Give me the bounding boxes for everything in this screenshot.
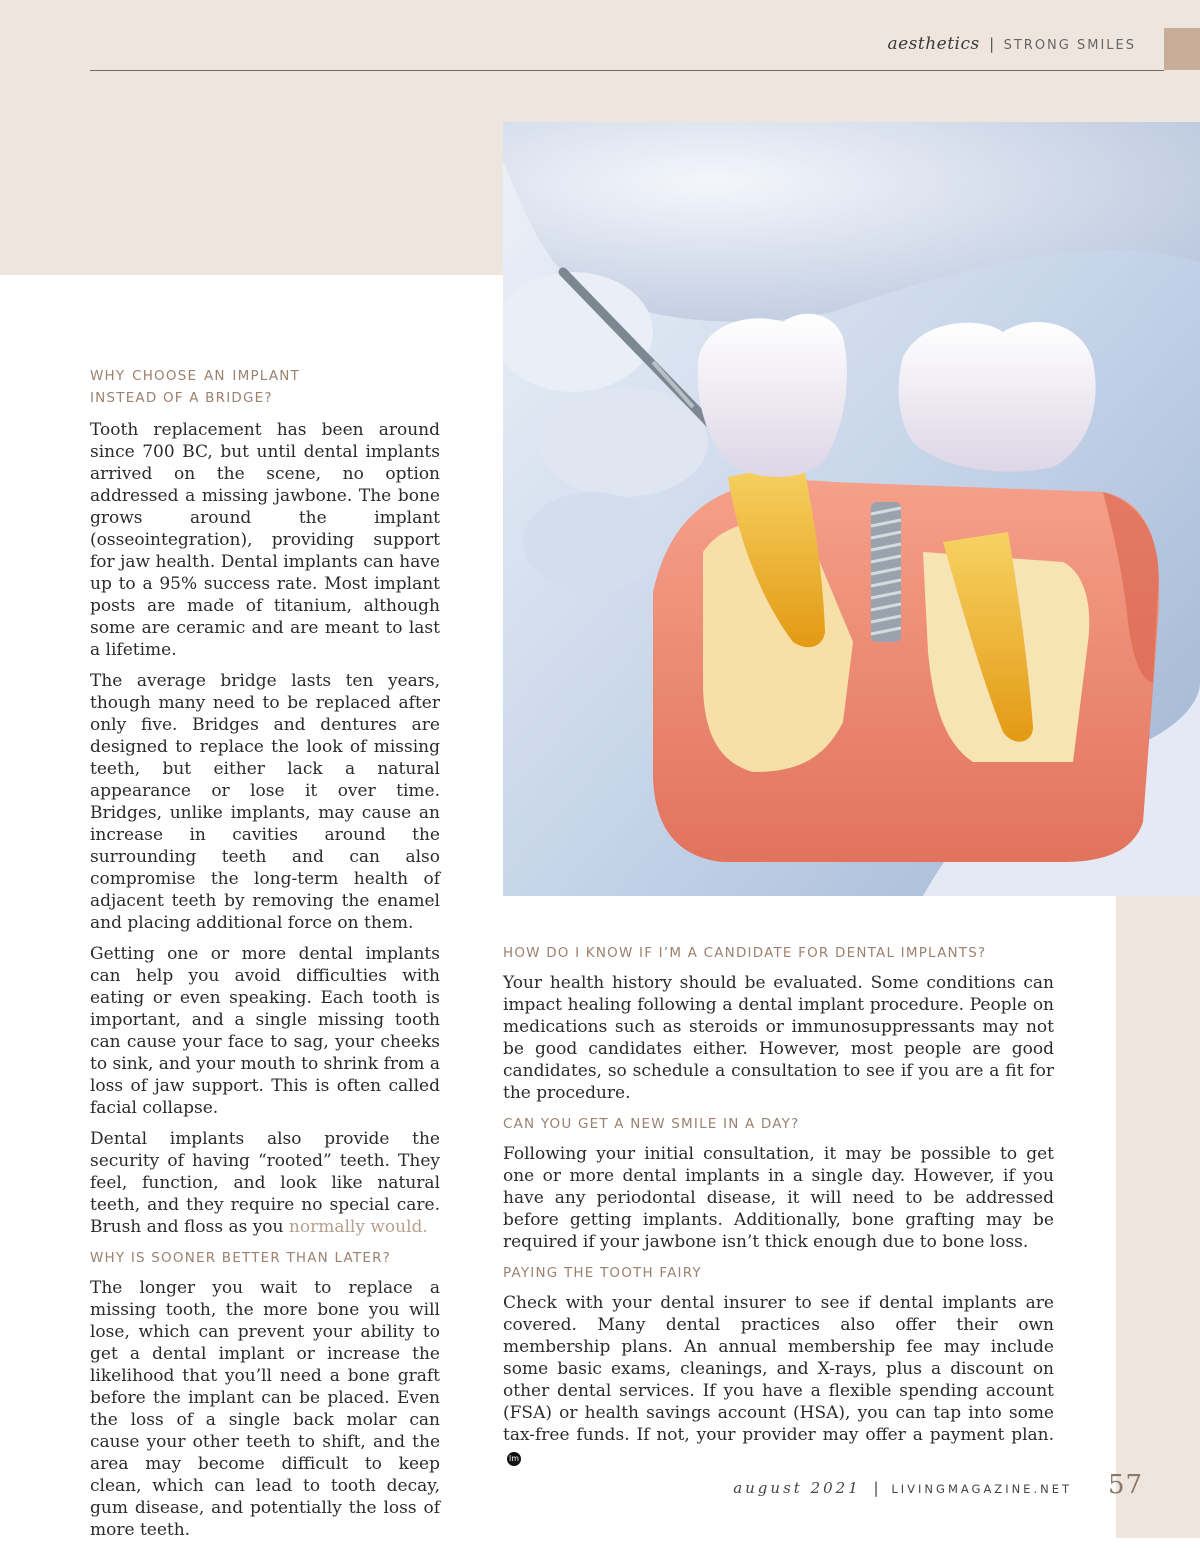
paragraph: The longer you wait to replace a missing tooth, the more bone you will lose, which can prevent your ability to get a dental implant or increase the likelihood that you’ll need a bone graft before the implant can be placed. Even the loss of a single back molar can cause your other teeth to shift, and the area may become difficult to keep clean, which can lead to tooth decay, gum disease, and potentially the loss of more teeth. <box>90 1278 440 1540</box>
dental-implant-photo <box>503 122 1200 896</box>
paragraph: Getting one or more dental implants can help you avoid difficulties with eating or even speaking. Each tooth is important, and a single missing tooth can cause your face to sag, your cheeks to sink, and your mouth to shrink from a loss of jaw support. This is often called facial collapse. <box>90 944 440 1118</box>
paragraph <box>90 1128 440 1238</box>
paragraph-text: Dental implants also provide the security of having “rooted” teeth. They feel, function, and look like natural teeth, and they require no special care. Brush and floss as you <box>90 1129 440 1237</box>
section-header <box>887 34 1136 54</box>
section-heading-candidate: HOW DO I KNOW IF I’M A CANDIDATE FOR DENTAL IMPLANTS? <box>503 945 987 961</box>
end-mark-icon: lm <box>507 1452 521 1466</box>
paragraph: The average bridge lasts ten years, though many need to be replaced after only five. Bridges and dentures are designed to replace the look of missing teeth, but either lack a natural appearance or lose it over time. Bridges, unlike implants, may cause an increase in cavities around the surrounding teeth and can also compromise the long-term health of adjacent teeth by removing the enamel and placing additional force on them. <box>90 671 440 933</box>
header-rule <box>90 70 1164 71</box>
subsection-name: STRONG SMILES <box>1003 38 1136 53</box>
paragraph-text: Check with your dental insurer to see if dental implants are covered. Many dental practices also offer their own membership plans. An annual membership fee may include some basic exams, cleanings, and X-rays, plus a discount on other dental services. If you have a flexible spending account (FSA) or health savings account (HSA), you can tap into some tax-free funds. If not, your provider may offer a payment plan. <box>503 1293 1054 1445</box>
header-separator: | <box>989 35 995 53</box>
page-footer <box>733 1479 1072 1497</box>
paragraph-accent-text: normally would. <box>288 1217 428 1237</box>
paragraph <box>503 1292 1054 1468</box>
right-article-column <box>503 942 1054 1477</box>
section-heading-implant-vs-bridge: WHY CHOOSE AN IMPLANT INSTEAD OF A BRIDGE? <box>90 368 300 406</box>
website-link[interactable]: LIVINGMAGAZINE.NET <box>891 1482 1072 1496</box>
section-name: aesthetics <box>887 34 980 54</box>
paragraph: Following your initial consultation, it may be possible to get one or more dental implants in a single day. However, if you have any periodontal disease, it will need to be addressed before getting implants. Additionally, bone grafting may be required if your jawbone isn’t thick enough due to bone loss. <box>503 1144 1054 1252</box>
section-heading-sooner-better: WHY IS SOONER BETTER THAN LATER? <box>90 1250 392 1266</box>
section-heading-tooth-fairy: PAYING THE TOOTH FAIRY <box>503 1265 702 1281</box>
section-heading-smile-in-a-day: CAN YOU GET A NEW SMILE IN A DAY? <box>503 1116 800 1132</box>
paragraph: Your health history should be evaluated. Some conditions can impact healing following a dental implant procedure. People on medications such as steroids or immunosuppressants may not be good candidates either. However, most people are good candidates, so schedule a consultation to see if you are a fit for the procedure. <box>503 973 1054 1103</box>
issue-date: august 2021 <box>733 1479 861 1497</box>
paragraph: Tooth replacement has been around since 700 BC, but until dental implants arrived on the scene, no option addressed a missing jawbone. The bone grows around the implant (osseointegration), providing support for jaw health. Dental implants can have up to a 95% success rate. Most implant posts are made of titanium, although some are ceramic and are meant to last a lifetime. <box>90 420 440 660</box>
footer-separator: | <box>873 1479 879 1497</box>
left-article-column <box>90 365 440 1550</box>
page-number: 57 <box>1108 1470 1144 1500</box>
section-tab-marker <box>1164 28 1200 70</box>
